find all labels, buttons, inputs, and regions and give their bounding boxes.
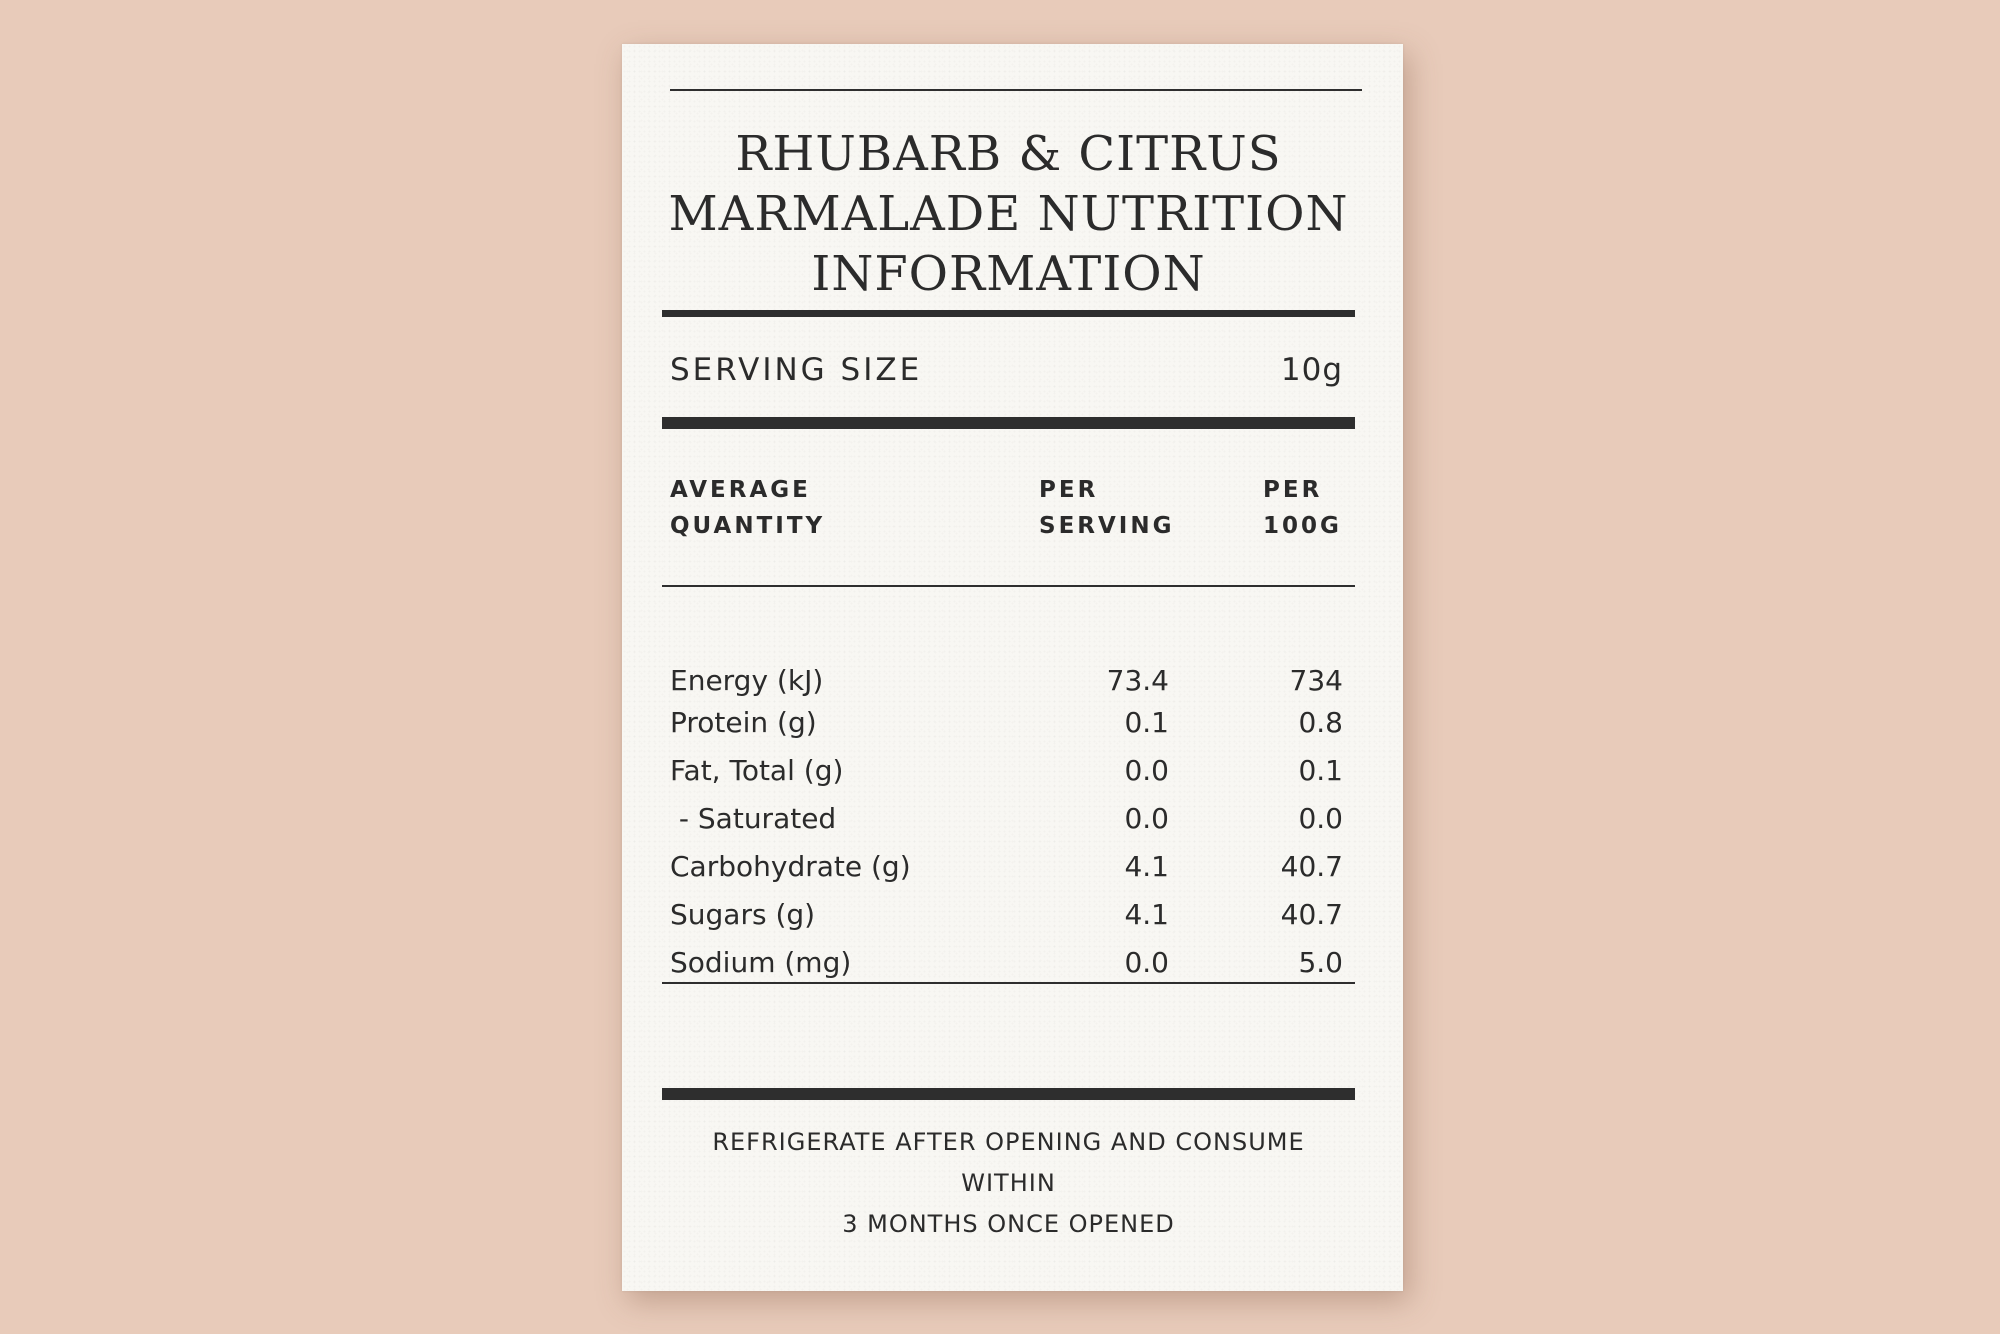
nutrient-name: Sodium (mg) [670,946,852,979]
nutrient-name: Sugars (g) [670,898,816,931]
nutrient-name: Energy (kJ) [670,664,824,697]
serving-divider [662,417,1355,429]
nutrient-row-sodium [670,943,1343,983]
nutrient-row-sugars [670,895,1343,935]
nutrient-row-protein [670,703,1343,743]
per-100g-value: 5.0 [1298,946,1343,979]
title-line: RHUBARB & CITRUS [735,126,1282,182]
per-100g-value: 0.8 [1298,706,1343,739]
header-line: PER [1263,477,1323,503]
header-line: QUANTITY [670,513,826,539]
per-serving-value: 73.4 [1106,664,1169,697]
footer-line: REFRIGERATE AFTER OPENING AND CONSUME WITHIN [712,1128,1305,1197]
per-serving-value: 4.1 [1124,898,1169,931]
per-serving-value: 0.0 [1124,754,1169,787]
per-serving-value: 0.0 [1124,802,1169,835]
nutrient-name: Fat, Total (g) [670,754,844,787]
footer-divider [662,1088,1355,1100]
nutrient-name: Protein (g) [670,706,817,739]
serving-size-value: 10g [1280,352,1343,388]
per-serving-value: 0.1 [1124,706,1169,739]
nutrient-row-fat-total [670,751,1343,791]
footer-line: 3 MONTHS ONCE OPENED [842,1210,1175,1238]
per-100g-value: 0.0 [1298,802,1343,835]
nutrition-label-card [622,44,1403,1291]
nutrient-row-carbohydrate [670,847,1343,887]
title-line: MARMALADE NUTRITION [668,186,1349,242]
header-line: 100G [1263,513,1342,539]
header-line: SERVING [1039,513,1175,539]
per-serving-value: 4.1 [1124,850,1169,883]
nutrient-name: - Saturated [670,802,837,835]
serving-size-label: SERVING SIZE [670,352,923,388]
header-divider [662,585,1355,587]
column-header-per-100g [1263,472,1342,544]
label-title [662,124,1355,304]
per-100g-value: 40.7 [1280,898,1343,931]
title-line: INFORMATION [811,246,1206,302]
per-100g-value: 734 [1289,664,1343,697]
column-header-per-serving [1039,472,1174,544]
storage-instructions [662,1122,1355,1245]
per-100g-value: 0.1 [1298,754,1343,787]
per-100g-value: 40.7 [1280,850,1343,883]
nutrient-row-energy [670,661,1343,701]
column-header-average-quantity [670,472,825,544]
nutrient-row-saturated [670,799,1343,839]
header-line: AVERAGE [670,477,811,503]
header-line: PER [1039,477,1099,503]
nutrient-name: Carbohydrate (g) [670,850,911,883]
per-serving-value: 0.0 [1124,946,1169,979]
title-divider [662,310,1355,317]
top-divider [670,89,1362,91]
table-bottom-divider [662,982,1355,984]
